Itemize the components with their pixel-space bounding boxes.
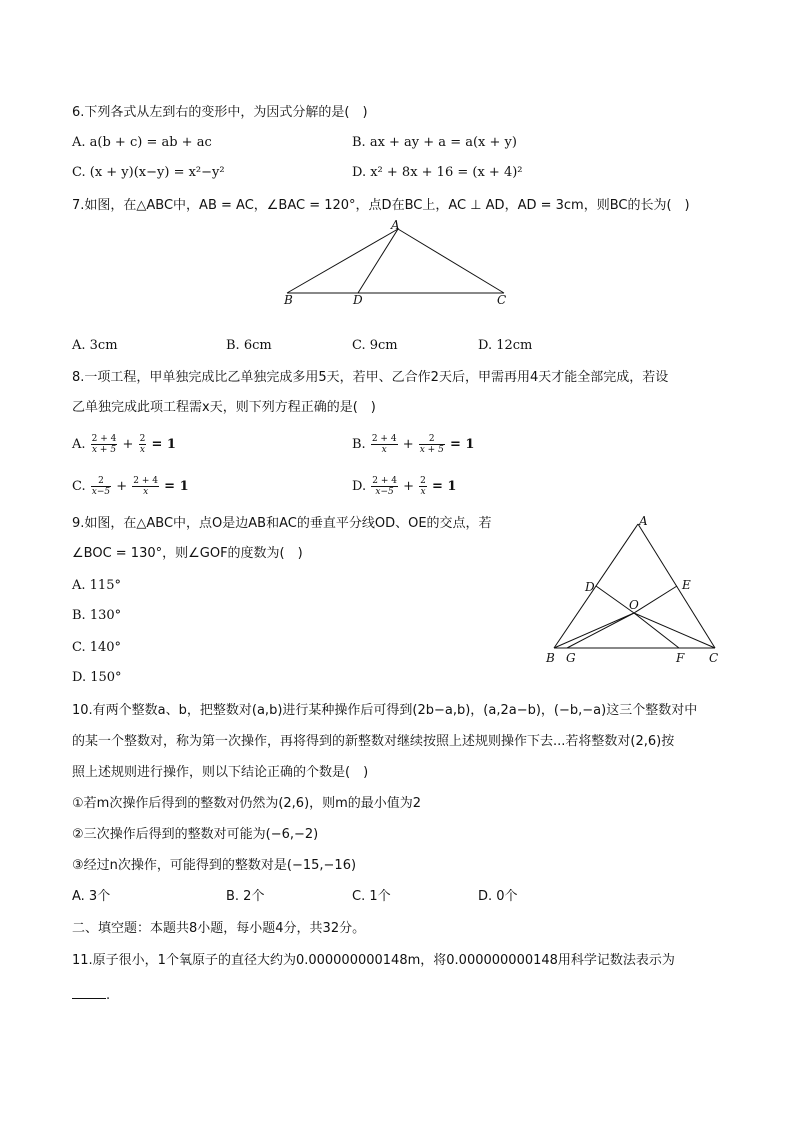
q9-option-d: D. 150° <box>72 670 122 685</box>
q10-option-a: A. 3个 <box>72 889 111 904</box>
q10-statement-3: ③经过n次操作，可能得到的整数对是(−15,−16) <box>72 858 357 873</box>
q7-segment-ac <box>398 229 504 293</box>
q9-label-o: O <box>629 598 639 612</box>
q9-segment-og <box>567 613 634 648</box>
q10-stem-line3: 照上述规则进行操作，则以下结论正确的个数是( ) <box>72 765 369 780</box>
q7-segment-ab <box>287 229 398 293</box>
q6-stem: 6.下列各式从左到右的变形中，为因式分解的是( ) <box>72 105 368 120</box>
q9-segment-of <box>634 613 679 648</box>
q7-option-c: C. 9cm <box>352 338 398 353</box>
q6-option-c: C. (x + y)(x−y) = x²−y² <box>72 165 225 180</box>
q11-answer-line <box>72 984 110 1006</box>
q7-triangle-figure <box>276 218 516 308</box>
q8-stem-line1: 8.一项工程，甲单独完成比乙单独完成多用5天，若甲、乙合作2天后，甲需再用4天才能全部完成，若设 <box>72 370 669 385</box>
q7-stem: 7.如图，在△ABC中，AB = AC，∠BAC = 120°，点D在BC上，AC ⊥ AD，AD = 3cm，则BC的长为( ) <box>72 198 690 213</box>
q11-period: . <box>106 988 111 1003</box>
q7-label-d: D <box>353 293 363 307</box>
q9-option-c: C. 140° <box>72 640 122 655</box>
q8-option-d: D. $\frac{2 + 4}{x-5}$ + $\frac{2}{x}$ = 1 <box>352 476 457 497</box>
q9-stem-line1: 9.如图，在△ABC中，点O是边AB和AC的垂直平分线OD、OE的交点，若 <box>72 516 492 531</box>
q11-answer-blank[interactable] <box>72 984 106 999</box>
q10-statement-2: ②三次操作后得到的整数对可能为(−6,−2) <box>72 827 319 842</box>
q9-label-f: F <box>676 651 685 665</box>
q10-option-d: D. 0个 <box>478 889 518 904</box>
q11-stem: 11.原子很小，1个氧原子的直径大约为0.000000000148m，将0.000000000148用科学记数法表示为 <box>72 953 675 968</box>
q9-label-e: E <box>682 578 691 592</box>
q10-stem-line2: 的某一个整数对，称为第一次操作，再将得到的新整数对继续按照上述规则操作下去...若将整数对(2,6)按 <box>72 734 675 749</box>
q6-option-a: A. a(b + c) = ab + ac <box>72 135 212 150</box>
section-2-heading: 二、填空题：本题共8小题，每小题4分，共32分。 <box>72 921 366 936</box>
q6-option-b: B. ax + ay + a = a(x + y) <box>352 135 517 150</box>
q8-option-a: A. $\frac{2 + 4}{x + 5}$ + $\frac{2}{x}$ = 1 <box>72 434 176 455</box>
q9-label-a: A <box>639 514 648 528</box>
q6-option-d: D. x² + 8x + 16 = (x + 4)² <box>352 165 523 180</box>
q9-segment-oc <box>634 613 715 648</box>
q7-label-c: C <box>497 293 507 307</box>
q9-triangle-figure <box>540 510 730 670</box>
q9-label-d: D <box>585 580 595 594</box>
q8-stem-line2: 乙单独完成此项工程需x天，则下列方程正确的是( ) <box>72 400 376 415</box>
q8-option-c: C. $\frac{2}{x-5}$ + $\frac{2 + 4}{x}$ = 1 <box>72 476 189 497</box>
q7-label-b: B <box>284 293 293 307</box>
q7-option-d: D. 12cm <box>478 338 533 353</box>
q10-option-b: B. 2个 <box>226 889 265 904</box>
q9-label-c: C <box>709 651 719 665</box>
q9-stem-line2: ∠BOC = 130°，则∠GOF的度数为( ) <box>72 546 303 561</box>
q9-option-b: B. 130° <box>72 608 122 623</box>
q7-label-a: A <box>391 218 400 232</box>
q9-label-b: B <box>546 651 555 665</box>
q10-stem-line1: 10.有两个整数a、b，把整数对(a,b)进行某种操作后可得到(2b−a,b)，(a,2a−b)，(−b,−a)这三个整数对中 <box>72 703 698 718</box>
q9-option-a: A. 115° <box>72 578 121 593</box>
q7-option-a: A. 3cm <box>72 338 118 353</box>
q10-option-c: C. 1个 <box>352 889 391 904</box>
q9-segment-oe <box>634 586 677 613</box>
q10-statement-1: ①若m次操作后得到的整数对仍然为(2,6)，则m的最小值为2 <box>72 796 422 811</box>
q7-segment-ad <box>358 229 398 293</box>
q9-label-g: G <box>566 651 576 665</box>
q8-option-b: B. $\frac{2 + 4}{x}$ + $\frac{2}{x + 5}$ = 1 <box>352 434 475 455</box>
q7-option-b: B. 6cm <box>226 338 272 353</box>
